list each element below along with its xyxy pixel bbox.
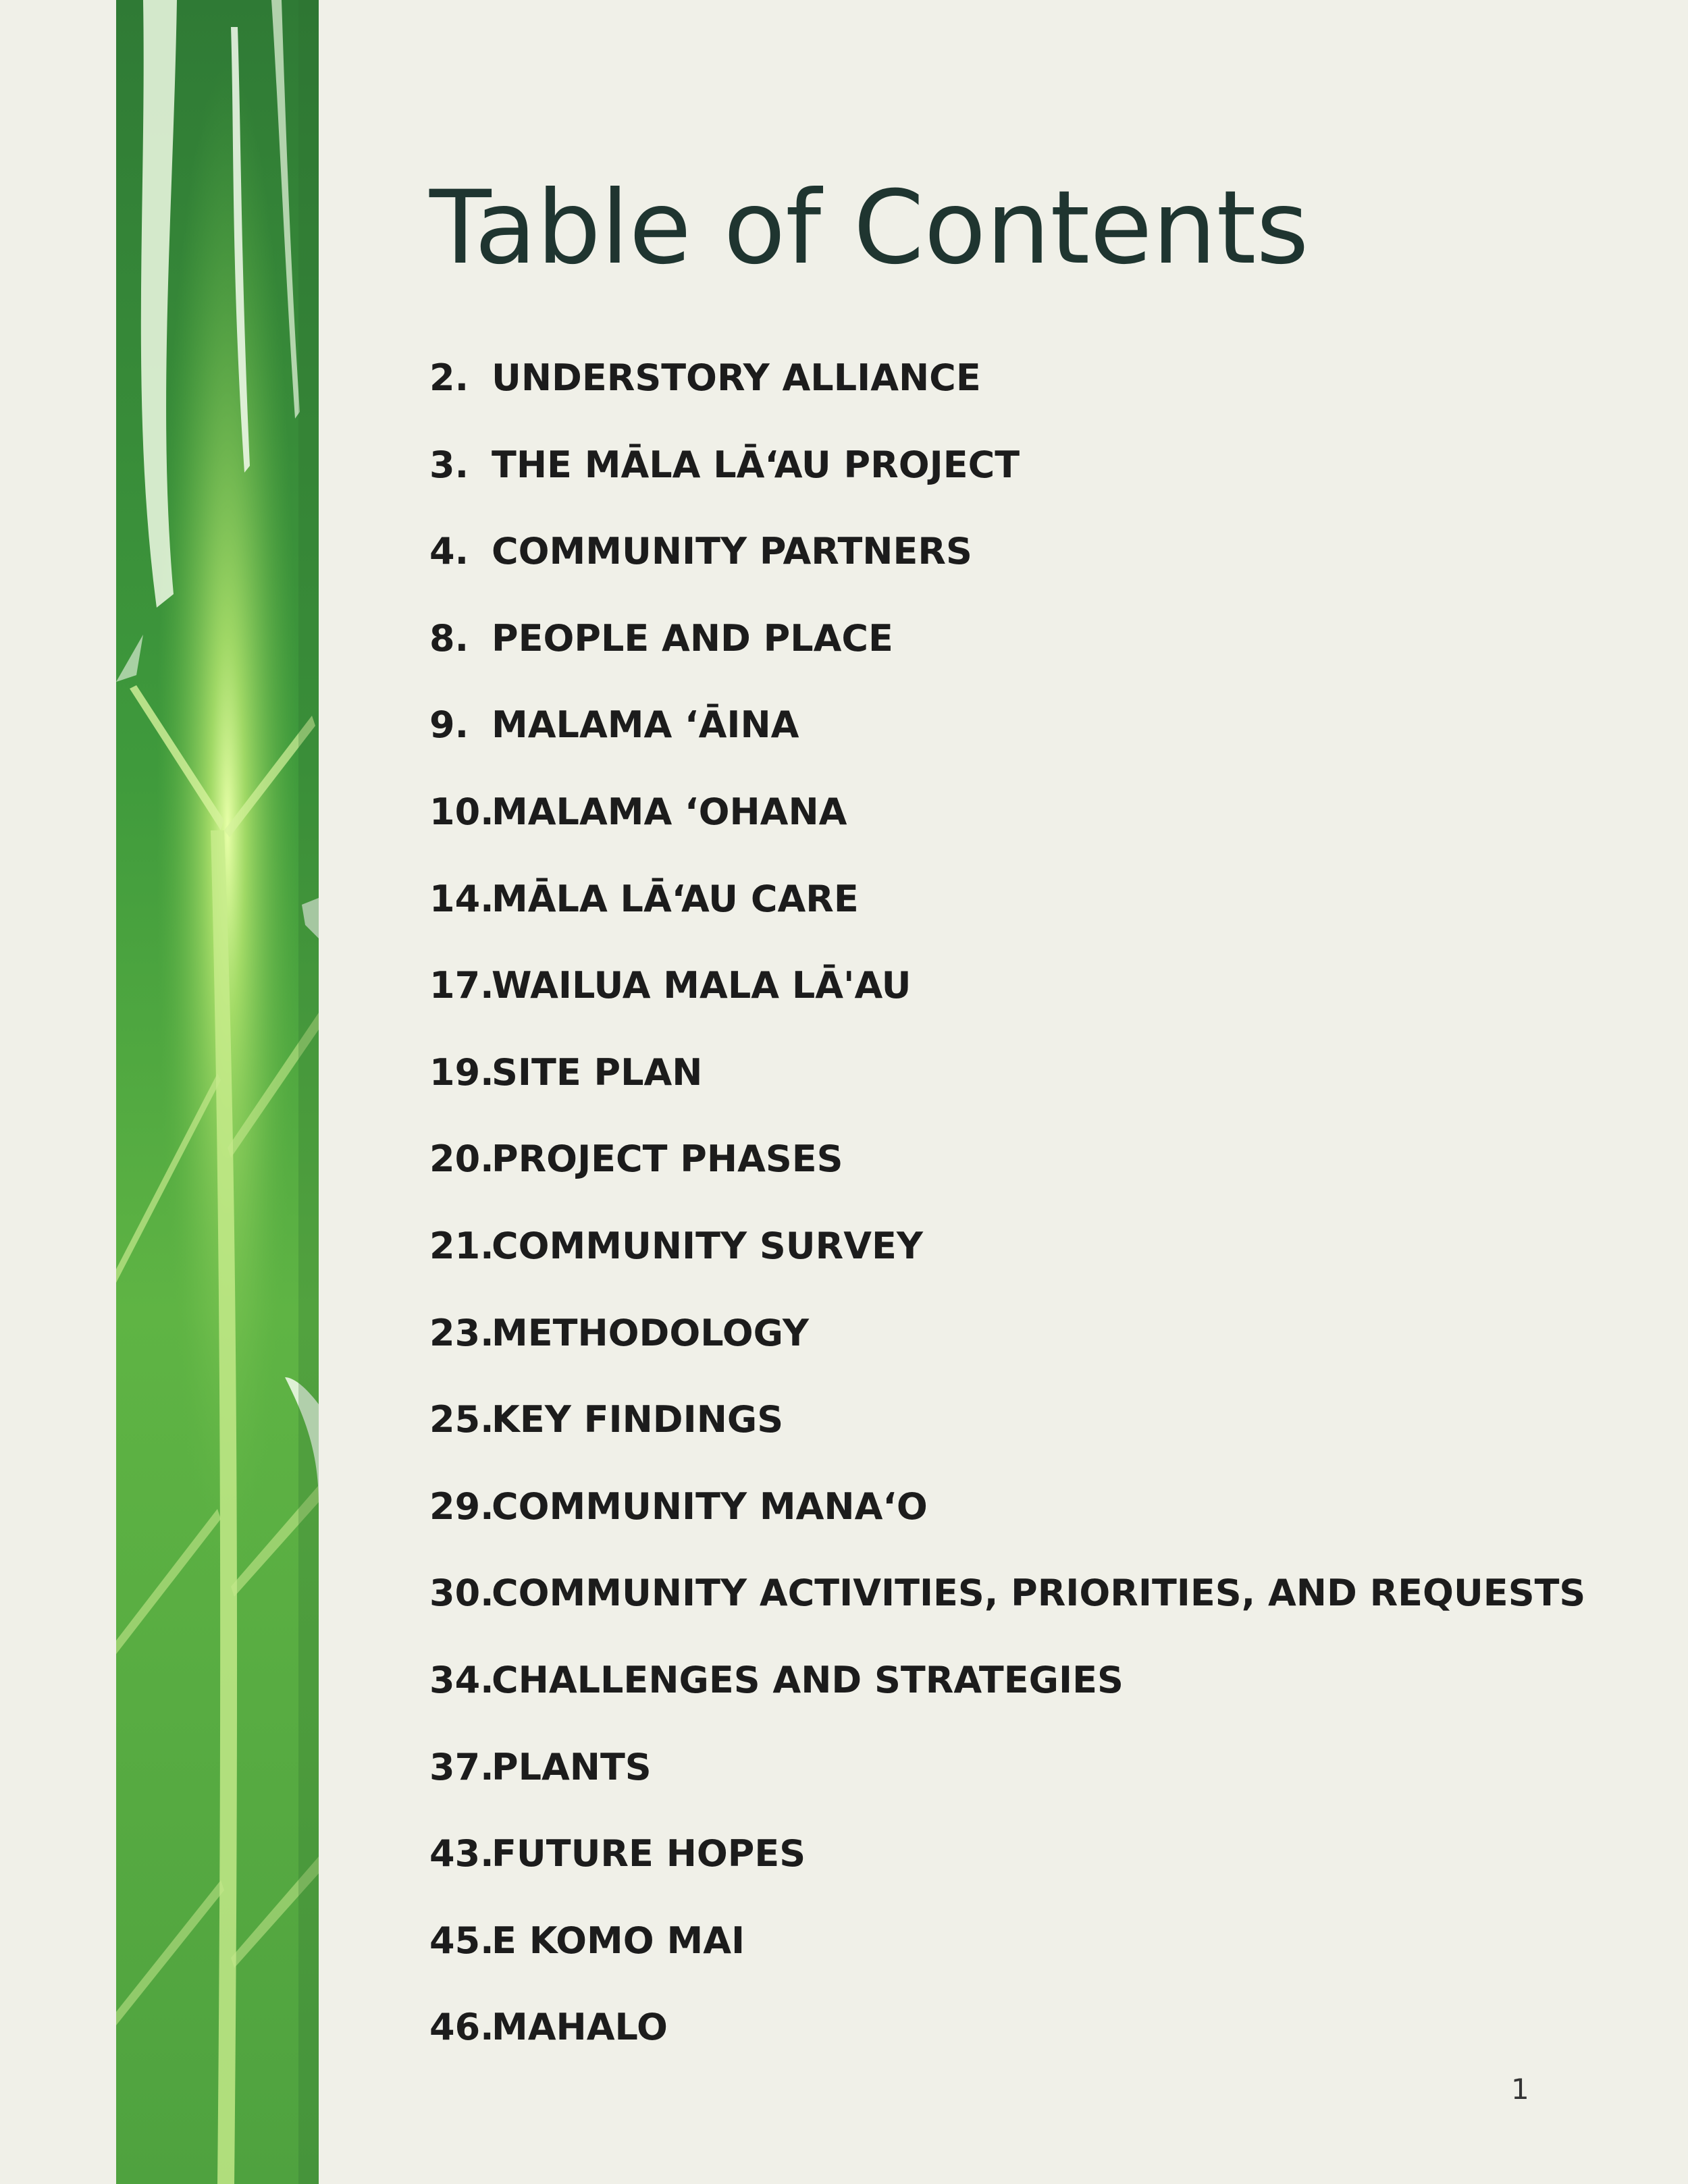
toc-entry[interactable]: [429, 1566, 1585, 1653]
toc-entry[interactable]: [429, 1132, 1585, 1219]
toc-entry[interactable]: [429, 959, 1585, 1046]
toc-page-number: 46.: [429, 2006, 494, 2049]
toc-entry-title: WAILUA MALA LĀ'AU: [492, 964, 912, 1007]
toc-page-number: 17.: [429, 964, 494, 1007]
toc-entry-title: MAHALO: [492, 2006, 668, 2049]
toc-page-number: 23.: [429, 1311, 494, 1354]
toc-entry-title: PEOPLE AND PLACE: [492, 616, 893, 660]
toc-entry[interactable]: [429, 872, 1585, 959]
toc-entry-title: MĀLA LĀʻAU CARE: [492, 877, 859, 920]
toc-page-number: 25.: [429, 1398, 494, 1441]
toc-page-number: 34.: [429, 1658, 494, 1701]
toc-page-number: 45.: [429, 1919, 494, 1962]
page-title: Table of Contents: [429, 169, 1309, 287]
toc-page-number: 37.: [429, 1745, 494, 1788]
toc-entry[interactable]: [429, 1914, 1585, 2001]
toc-entry[interactable]: [429, 698, 1585, 785]
toc-entry-title: E KOMO MAI: [492, 1919, 745, 1962]
toc-entry[interactable]: [429, 1219, 1585, 1306]
page-number: 1: [1511, 2073, 1529, 2106]
toc-entry[interactable]: [429, 438, 1585, 525]
toc-entry[interactable]: [429, 1480, 1585, 1567]
toc-page-number: 30.: [429, 1572, 494, 1615]
toc-page-number: 29.: [429, 1485, 494, 1528]
toc-page-number: 21.: [429, 1224, 494, 1267]
toc-entry-title: COMMUNITY ACTIVITIES, PRIORITIES, AND REQUESTS: [492, 1572, 1586, 1615]
toc-entry-title: COMMUNITY PARTNERS: [492, 530, 972, 573]
toc-entry[interactable]: [429, 612, 1585, 699]
leaf-photo-strip: [116, 0, 319, 2184]
toc-entry-title: COMMUNITY SURVEY: [492, 1224, 923, 1267]
toc-entry[interactable]: [429, 1306, 1585, 1393]
toc-entry-title: THE MĀLA LĀʻAU PROJECT: [492, 443, 1020, 486]
toc-page-number: 43.: [429, 1832, 494, 1875]
toc-entry-title: KEY FINDINGS: [492, 1398, 784, 1441]
toc-page-number: 20.: [429, 1138, 494, 1181]
toc-page-number: 3.: [429, 443, 469, 486]
toc-page-number: 4.: [429, 530, 469, 573]
toc-page-number: 2.: [429, 356, 469, 399]
toc-entry-title: COMMUNITY MANAʻO: [492, 1485, 928, 1528]
toc-entry[interactable]: [429, 1653, 1585, 1740]
toc-entry-title: PROJECT PHASES: [492, 1138, 843, 1181]
toc-entry[interactable]: [429, 1046, 1585, 1133]
toc-page-number: 19.: [429, 1050, 494, 1094]
toc-entry[interactable]: [429, 1827, 1585, 1914]
leaf-image: [116, 0, 319, 2184]
toc-entry-title: MALAMA ʻĀINA: [492, 703, 799, 747]
toc-page-number: 9.: [429, 703, 469, 747]
toc-entry[interactable]: [429, 351, 1585, 438]
toc-page-number: 14.: [429, 877, 494, 920]
toc-entry[interactable]: [429, 1740, 1585, 1828]
toc-entry-title: CHALLENGES AND STRATEGIES: [492, 1658, 1124, 1701]
toc-entry-title: FUTURE HOPES: [492, 1832, 806, 1875]
toc-page-number: 10.: [429, 790, 494, 833]
toc-entry-title: SITE PLAN: [492, 1050, 703, 1094]
toc-entry[interactable]: [429, 2000, 1585, 2087]
toc-entry[interactable]: [429, 1393, 1585, 1480]
toc-entry-title: MALAMA ʻOHANA: [492, 790, 847, 833]
toc-list: [429, 351, 1585, 2087]
toc-entry-title: UNDERSTORY ALLIANCE: [492, 356, 981, 399]
toc-entry-title: PLANTS: [492, 1745, 652, 1788]
toc-entry-title: METHODOLOGY: [492, 1311, 809, 1354]
toc-entry[interactable]: [429, 785, 1585, 872]
toc-page-number: 8.: [429, 616, 469, 660]
toc-entry[interactable]: [429, 525, 1585, 612]
